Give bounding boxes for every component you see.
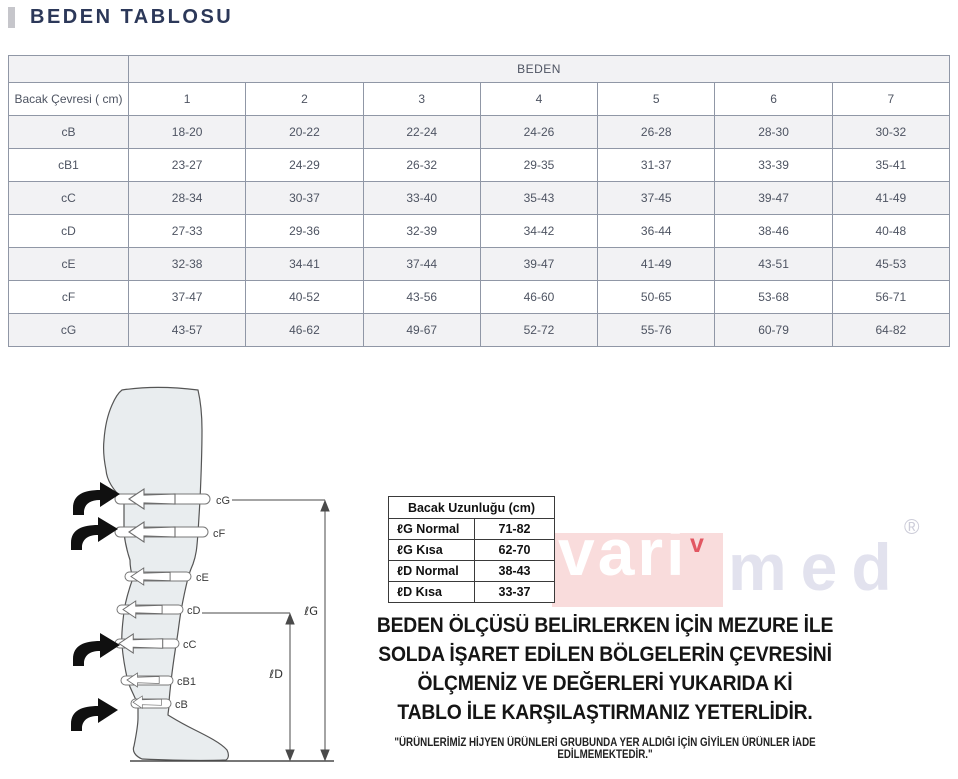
cell: 50-65 (598, 281, 715, 314)
cell: 43-51 (715, 248, 832, 281)
length-value: 38-43 (475, 561, 555, 582)
cell: 55-76 (598, 314, 715, 347)
table-row (389, 582, 555, 603)
page-title: BEDEN TABLOSU (30, 6, 234, 28)
empty-corner-cell (9, 56, 129, 83)
beden-span-header: BEDEN (129, 56, 950, 83)
length-label: ℓG Normal (389, 519, 475, 540)
cell: 30-37 (246, 182, 363, 215)
cell: 37-44 (363, 248, 480, 281)
table-row (9, 215, 950, 248)
cell: 24-29 (246, 149, 363, 182)
curved-arrow-icon (71, 698, 118, 731)
cell: 22-24 (363, 116, 480, 149)
length-value: 33-37 (475, 582, 555, 603)
cell: 33-39 (715, 149, 832, 182)
cell: 52-72 (480, 314, 597, 347)
col-header: 1 (129, 83, 246, 116)
row-label: cF (9, 281, 129, 314)
table-row (9, 248, 950, 281)
length-table-header: Bacak Uzunluğu (cm) (389, 497, 555, 519)
cell: 39-47 (715, 182, 832, 215)
length-labels (268, 604, 318, 681)
col-header: 6 (715, 83, 832, 116)
cell: 35-43 (480, 182, 597, 215)
cell: 29-36 (246, 215, 363, 248)
label-ce: cE (196, 572, 209, 584)
curved-arrow-icon (71, 517, 118, 550)
table-row-columns (9, 83, 950, 116)
length-value: 62-70 (475, 540, 555, 561)
cell: 60-79 (715, 314, 832, 347)
row-label: cB1 (9, 149, 129, 182)
cell: 20-22 (246, 116, 363, 149)
size-table (8, 55, 950, 347)
table-row (389, 497, 555, 519)
label-cd: cD (187, 605, 201, 617)
instruction-line: TABLO İLE KARŞILAŞTIRMANIZ YETERLİDİR. (397, 701, 813, 724)
cell: 34-41 (246, 248, 363, 281)
cell: 46-60 (480, 281, 597, 314)
cell: 37-45 (598, 182, 715, 215)
label-lg: ℓG (304, 604, 318, 618)
curved-arrow-icons (71, 482, 120, 731)
cell: 53-68 (715, 281, 832, 314)
col-header: 7 (832, 83, 949, 116)
row-label: cB (9, 116, 129, 149)
table-row (9, 149, 950, 182)
hygiene-footnote: "ÜRÜNLERİMİZ HİJYEN ÜRÜNLERİ GRUBUNDA YER ALDIĞI İÇİN GİYİLEN ÜRÜNLER İADE EDİLMEMEKTEDİR." (394, 737, 816, 761)
cell: 30-32 (832, 116, 949, 149)
cell: 49-67 (363, 314, 480, 347)
col-header: 2 (246, 83, 363, 116)
row-label: cC (9, 182, 129, 215)
length-value: 71-82 (475, 519, 555, 540)
cell: 27-33 (129, 215, 246, 248)
title-accent-bar (8, 7, 15, 28)
cell: 26-32 (363, 149, 480, 182)
row-label: cD (9, 215, 129, 248)
instruction-line: ÖLÇMENİZ VE DEĞERLERİ YUKARIDA Kİ (417, 672, 793, 695)
cell: 41-49 (832, 182, 949, 215)
label-cb1: cB1 (177, 676, 196, 688)
label-cb: cB (175, 699, 188, 711)
row-label: cE (9, 248, 129, 281)
leg-measurement-diagram (50, 378, 350, 778)
col-header: 5 (598, 83, 715, 116)
cell: 26-28 (598, 116, 715, 149)
cell: 38-46 (715, 215, 832, 248)
cell: 35-41 (832, 149, 949, 182)
cell: 24-26 (480, 116, 597, 149)
instruction-line: SOLDA İŞARET EDİLEN BÖLGELERİN ÇEVRESİNİ (378, 643, 832, 666)
cell: 34-42 (480, 215, 597, 248)
cell: 33-40 (363, 182, 480, 215)
cell: 36-44 (598, 215, 715, 248)
cell: 28-30 (715, 116, 832, 149)
cell: 45-53 (832, 248, 949, 281)
table-row (389, 561, 555, 582)
cell: 28-34 (129, 182, 246, 215)
registered-trademark-icon: ® (904, 516, 920, 539)
table-row (9, 182, 950, 215)
col-header: 4 (480, 83, 597, 116)
page-title-row (8, 6, 233, 29)
cell: 64-82 (832, 314, 949, 347)
length-label: ℓD Normal (389, 561, 475, 582)
cell: 29-35 (480, 149, 597, 182)
cell: 46-62 (246, 314, 363, 347)
cell: 32-38 (129, 248, 246, 281)
cell: 40-52 (246, 281, 363, 314)
length-label: ℓG Kısa (389, 540, 475, 561)
curved-arrow-icon (73, 633, 120, 666)
instruction-line: BEDEN ÖLÇÜSÜ BELİRLERKEN İÇİN MEZURE İLE (376, 614, 834, 637)
label-cf: cF (213, 528, 226, 540)
row-header-label: Bacak Çevresi ( cm) (9, 83, 129, 116)
cell: 56-71 (832, 281, 949, 314)
label-cc: cC (183, 639, 197, 651)
cell: 31-37 (598, 149, 715, 182)
length-label: ℓD Kısa (389, 582, 475, 603)
table-row (9, 116, 950, 149)
cell: 41-49 (598, 248, 715, 281)
label-cg: cG (216, 495, 231, 507)
table-row (9, 314, 950, 347)
cell: 40-48 (832, 215, 949, 248)
cell: 43-56 (363, 281, 480, 314)
cell: 32-39 (363, 215, 480, 248)
cell: 23-27 (129, 149, 246, 182)
cell: 43-57 (129, 314, 246, 347)
watermark-caret-icon: v (690, 530, 704, 558)
watermark-vari: vari (558, 515, 688, 589)
table-row (9, 281, 950, 314)
table-row (389, 540, 555, 561)
label-ld: ℓD (269, 667, 283, 681)
cell: 37-47 (129, 281, 246, 314)
cell: 18-20 (129, 116, 246, 149)
col-header: 3 (363, 83, 480, 116)
row-label: cG (9, 314, 129, 347)
table-row-beden (9, 56, 950, 83)
cell: 39-47 (480, 248, 597, 281)
instruction-text (357, 611, 854, 727)
leg-length-table (388, 496, 555, 603)
watermark-med: med (728, 530, 906, 604)
table-row (389, 519, 555, 540)
